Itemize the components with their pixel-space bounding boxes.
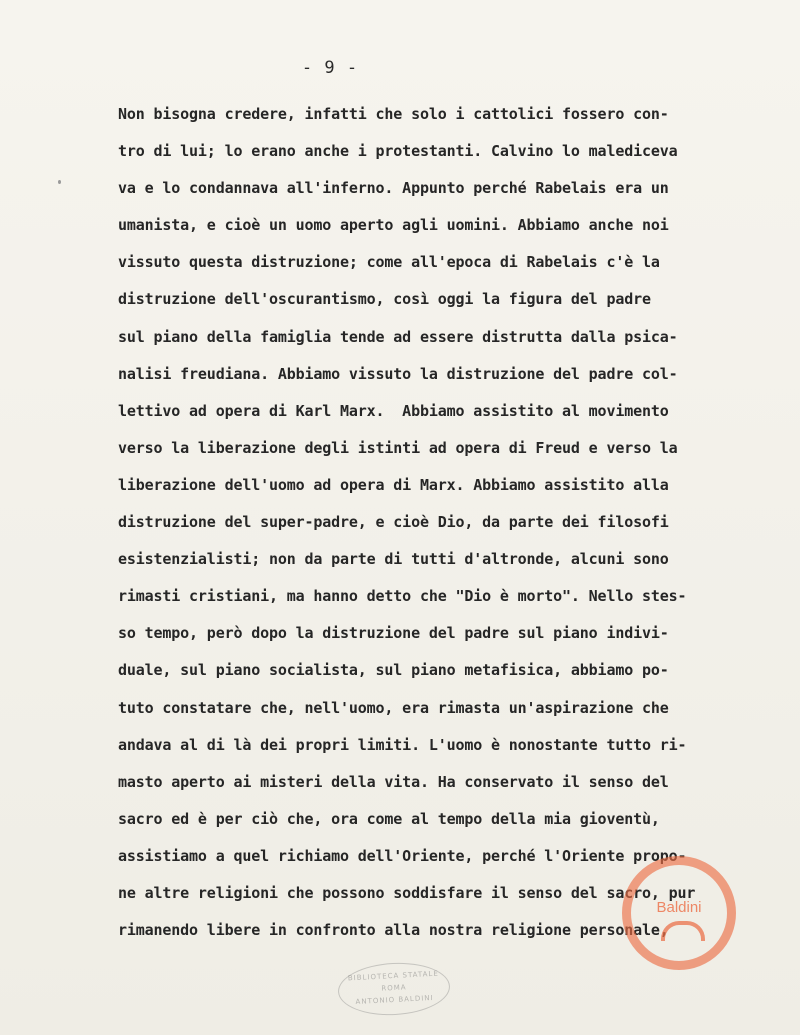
text-line: esistenzialisti; non da parte di tutti d'altronde, alcuni sono	[118, 550, 669, 569]
text-line: tro di lui; lo erano anche i protestanti. Calvino lo malediceva	[118, 142, 678, 161]
text-line: sacro ed è per ciò che, ora come al tempo della mia gioventù,	[118, 809, 660, 828]
text-line: Non bisogna credere, infatti che solo i cattolici fossero con-	[118, 105, 669, 123]
text-line: andava al di là dei propri limiti. L'uomo è nonostante tutto ri-	[118, 735, 687, 754]
text-line: verso la liberazione degli istinti ad opera di Freud e verso la	[118, 438, 678, 457]
ink-speck	[58, 180, 61, 184]
page-number: - 9 -	[301, 58, 359, 78]
text-line: duale, sul piano socialista, sul piano metafisica, abbiamo po-	[118, 661, 669, 680]
library-stamp	[337, 960, 452, 1018]
library-stamp-line3: ANTONIO BALDINI	[355, 993, 434, 1007]
text-line: ne altre religioni che possono soddisfare il senso del sacro, pur	[118, 883, 696, 902]
baldini-stamp-logo	[622, 856, 736, 970]
text-line: va e lo condannava all'inferno. Appunto perché Rabelais era un	[118, 179, 669, 198]
text-line: nalisi freudiana. Abbiamo vissuto la distruzione del padre col-	[118, 364, 678, 383]
text-line: tuto constatare che, nell'uomo, era rimasta un'aspirazione che	[118, 698, 669, 717]
text-line: liberazione dell'uomo ad opera di Marx. Abbiamo assistito alla	[118, 475, 669, 494]
text-line: assistiamo a quel richiamo dell'Oriente, perché l'Oriente propo-	[118, 846, 687, 865]
text-line: rimasti cristiani, ma hanno detto che "Dio è morto". Nello stes-	[118, 587, 687, 606]
text-line: masto aperto ai misteri della vita. Ha conservato il senso del	[118, 772, 669, 791]
text-line: distruzione del super-padre, e cioè Dio, da parte dei filosofi	[118, 513, 669, 532]
text-line: so tempo, però dopo la distruzione del padre sul piano indivi-	[118, 624, 669, 643]
text-line: vissuto questa distruzione; come all'epoca di Rabelais c'è la	[118, 253, 660, 272]
library-stamp-line2: ROMA	[381, 983, 407, 993]
text-line: lettivo ad opera di Karl Marx. Abbiamo assistito al movimento	[118, 401, 669, 420]
text-line: rimanendo libere in confronto alla nostra religione personale,	[118, 921, 669, 940]
stamp-label: Baldini	[656, 899, 702, 916]
book-icon	[661, 921, 705, 941]
text-line: sul piano della famiglia tende ad essere distrutta dalla psica-	[118, 327, 678, 346]
text-line: distruzione dell'oscurantismo, così oggi la figura del padre	[118, 290, 651, 309]
typewritten-body	[118, 96, 758, 949]
text-line: umanista, e cioè un uomo aperto agli uomini. Abbiamo anche noi	[118, 216, 669, 235]
library-stamp-line1: BIBLIOTECA STATALE	[347, 969, 439, 983]
